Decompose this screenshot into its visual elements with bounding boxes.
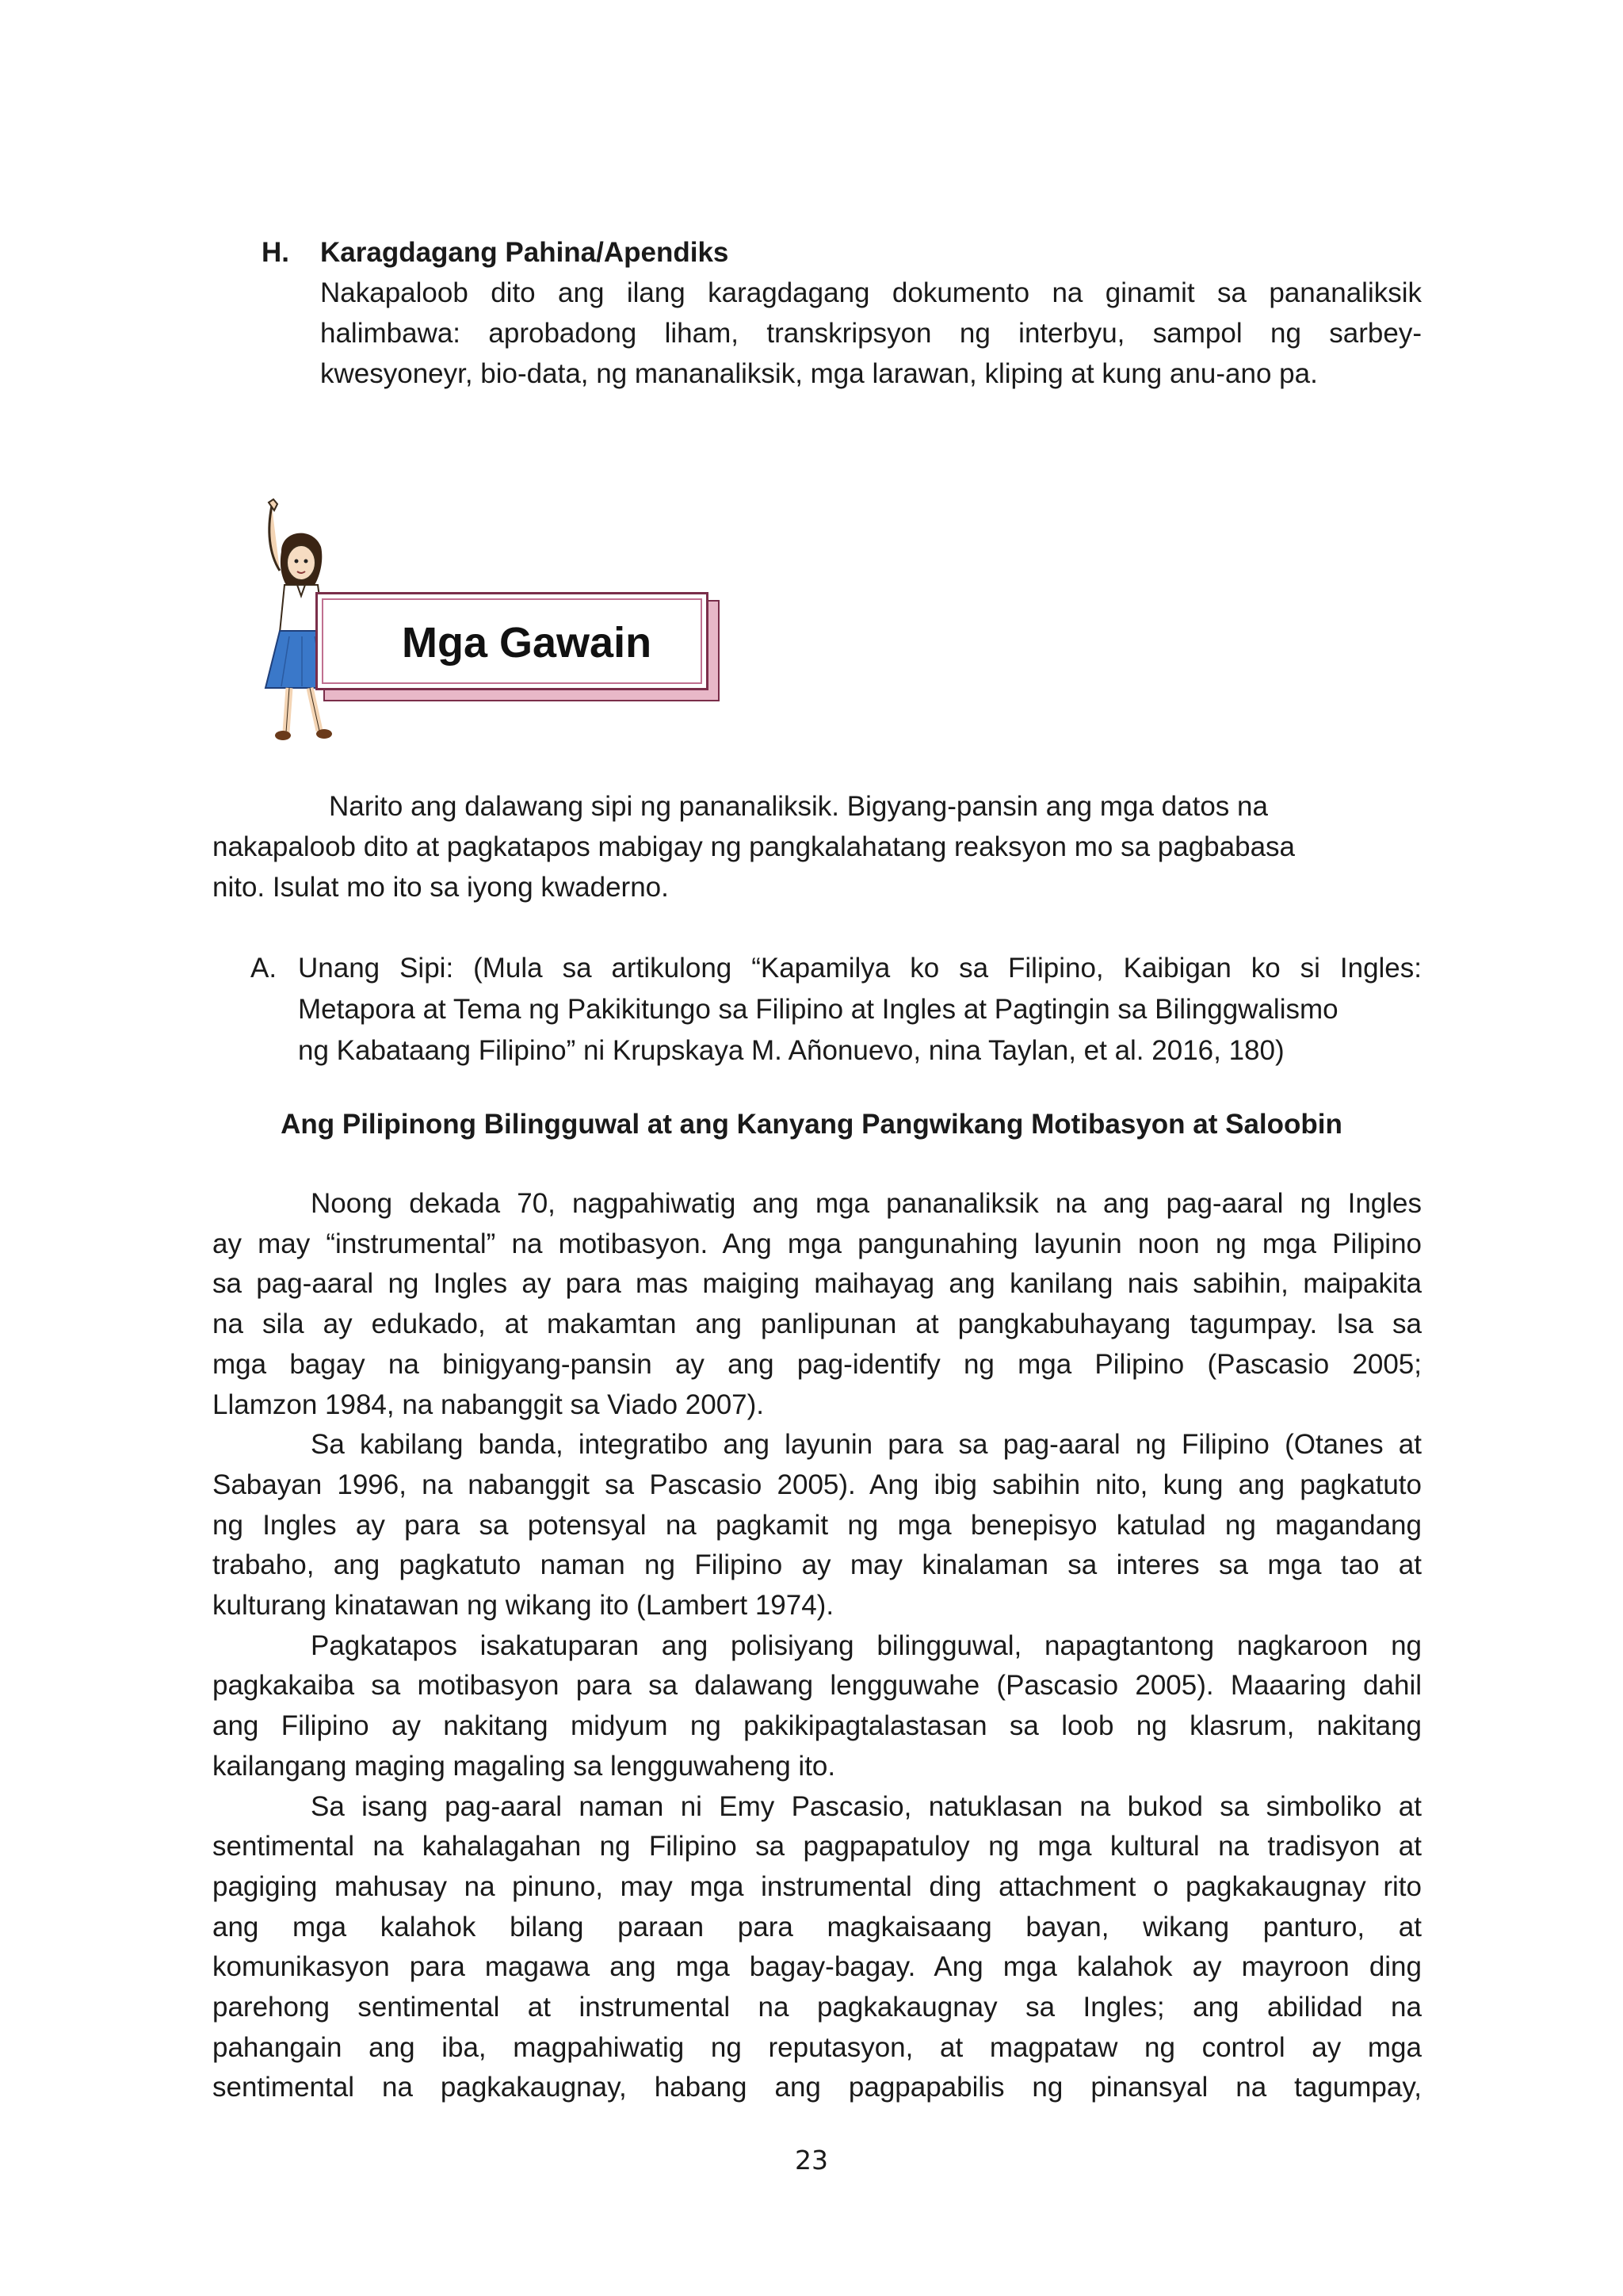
article-body [212, 1184, 1422, 2108]
section-h-title: Karagdagang Pahina/Apendiks [320, 237, 729, 268]
intro-paragraph [212, 786, 1393, 907]
paragraph-line: pahangain ang iba, magpahiwatig ng reputasyon, at magpataw ng control ay mga [212, 2031, 1422, 2063]
paragraph-line: na sila ay edukado, at makamtan ang panlipunan at pangkabuhayang tagumpay. Isa sa [212, 1308, 1422, 1340]
paragraph-line: Llamzon 1984, na nabanggit sa Viado 2007). [212, 1389, 765, 1420]
paragraph-line: Sabayan 1996, na nabanggit sa Pascasio 2005). Ang ibig sabihin nito, kung ang pagkatuto [212, 1469, 1422, 1500]
section-h-marker: H. [262, 237, 289, 268]
paragraph-line: mga bagay na binigyang-pansin ay ang pag-identify ng mga Pilipino (Pascasio 2005; [212, 1348, 1422, 1380]
paragraph-line: Sa kabilang banda, integratibo ang layunin para sa pag-aaral ng Filipino (Otanes at [311, 1429, 1422, 1461]
paragraph-line: Noong dekada 70, nagpahiwatig ang mga pananaliksik na ang pag-aaral ng Ingles [311, 1188, 1422, 1219]
sipi-line: ng Kabataang Filipino” ni Krupskaya M. Añonuevo, nina Taylan, et al. 2016, 180) [298, 1035, 1285, 1066]
section-h-line: kwesyoneyr, bio-data, ng mananaliksik, mga larawan, kliping at kung anu-ano pa. [320, 358, 1318, 389]
paragraph-line: kailangang maging magaling sa lengguwaheng ito. [212, 1750, 836, 1782]
paragraph-line: ng Ingles ay para sa potensyal na pagkamit ng mga benepisyo katulad ng magandang [212, 1509, 1422, 1541]
paragraph-line: komunikasyon para magawa ang mga bagay-bagay. Ang mga kalahok ay mayroon ding [212, 1951, 1422, 1983]
page-number: 23 [795, 2145, 828, 2176]
paragraph-line: parehong sentimental at instrumental na pagkakaugnay sa Ingles; ang abilidad na [212, 1992, 1422, 2023]
paragraph-line: ay may “instrumental” na motibasyon. Ang mga pangunahing layunin noon ng mga Pilipino [212, 1228, 1422, 1259]
section-h-line: halimbawa: aprobadong liham, transkripsyon ng interbyu, sampol ng sarbey- [320, 318, 1422, 349]
sipi-marker: A. [250, 953, 277, 984]
gawain-banner [315, 592, 720, 701]
sipi-line: Unang Sipi: (Mula sa artikulong “Kapamilya ko sa Filipino, Kaibigan ko si Ingles: [298, 953, 1422, 984]
paragraph-line: ang mga kalahok bilang paraan para magkaisaang bayan, wikang panturo, at [212, 1911, 1422, 1943]
article-heading: Ang Pilipinong Bilingguwal at ang Kanyang Pangwikang Motibasyon at Saloobin [281, 1109, 1342, 1140]
sipi-line: Metapora at Tema ng Pakikitungo sa Filipino at Ingles at Pagtingin sa Bilinggwalismo [298, 994, 1338, 1025]
paragraph-line: Sa isang pag-aaral naman ni Emy Pascasio, natuklasan na bukod sa simboliko at [311, 1790, 1422, 1822]
section-h-body [320, 273, 1422, 394]
paragraph-line: kulturang kinatawan ng wikang ito (Lambert 1974). [212, 1590, 834, 1622]
paragraph-line: trabaho, ang pagkatuto naman ng Filipino ay may kinalaman sa interes sa mga tao at [212, 1549, 1422, 1581]
paragraph-line: sentimental na pagkakaugnay, habang ang pagpapabilis ng pinansyal na tagumpay, [212, 2072, 1422, 2103]
paragraph-line: ang Filipino ay nakitang midyum ng pakikipagtalastasan sa loob ng klasrum, nakitang [212, 1710, 1422, 1742]
paragraph-line: Pagkatapos isakatuparan ang polisiyang bilingguwal, napagtantong nagkaroon ng [311, 1629, 1422, 1661]
intro-line: Narito ang dalawang sipi ng pananaliksik. Bigyang-pansin ang mga datos na [329, 791, 1268, 822]
paragraph-line: pagkakaiba sa motibasyon para sa dalawang lengguwahe (Pascasio 2005). Maaaring dahil [212, 1670, 1422, 1702]
section-h-line: Nakapaloob dito ang ilang karagdagang dokumento na ginamit sa pananaliksik [320, 277, 1422, 308]
banner-box [315, 592, 708, 690]
paragraph-line: pagiging mahusay na pinuno, may mga instrumental ding attachment o pagkakaugnay rito [212, 1870, 1422, 1902]
paragraph-line: sa pag-aaral ng Ingles ay para mas maiging maihayag ang kanilang nais sabihin, maipakita [212, 1268, 1422, 1300]
gawain-title: Mga Gawain [402, 619, 652, 667]
paragraph-line: sentimental na kahalagahan ng Filipino sa pagpapatuloy ng mga kultural na tradisyon at [212, 1831, 1422, 1862]
intro-line: nakapaloob dito at pagkatapos mabigay ng pangkalahatang reaksyon mo sa pagbabasa [212, 831, 1296, 862]
sipi-citation [298, 948, 1422, 1072]
intro-line: nito. Isulat mo ito sa iyong kwaderno. [212, 872, 669, 903]
